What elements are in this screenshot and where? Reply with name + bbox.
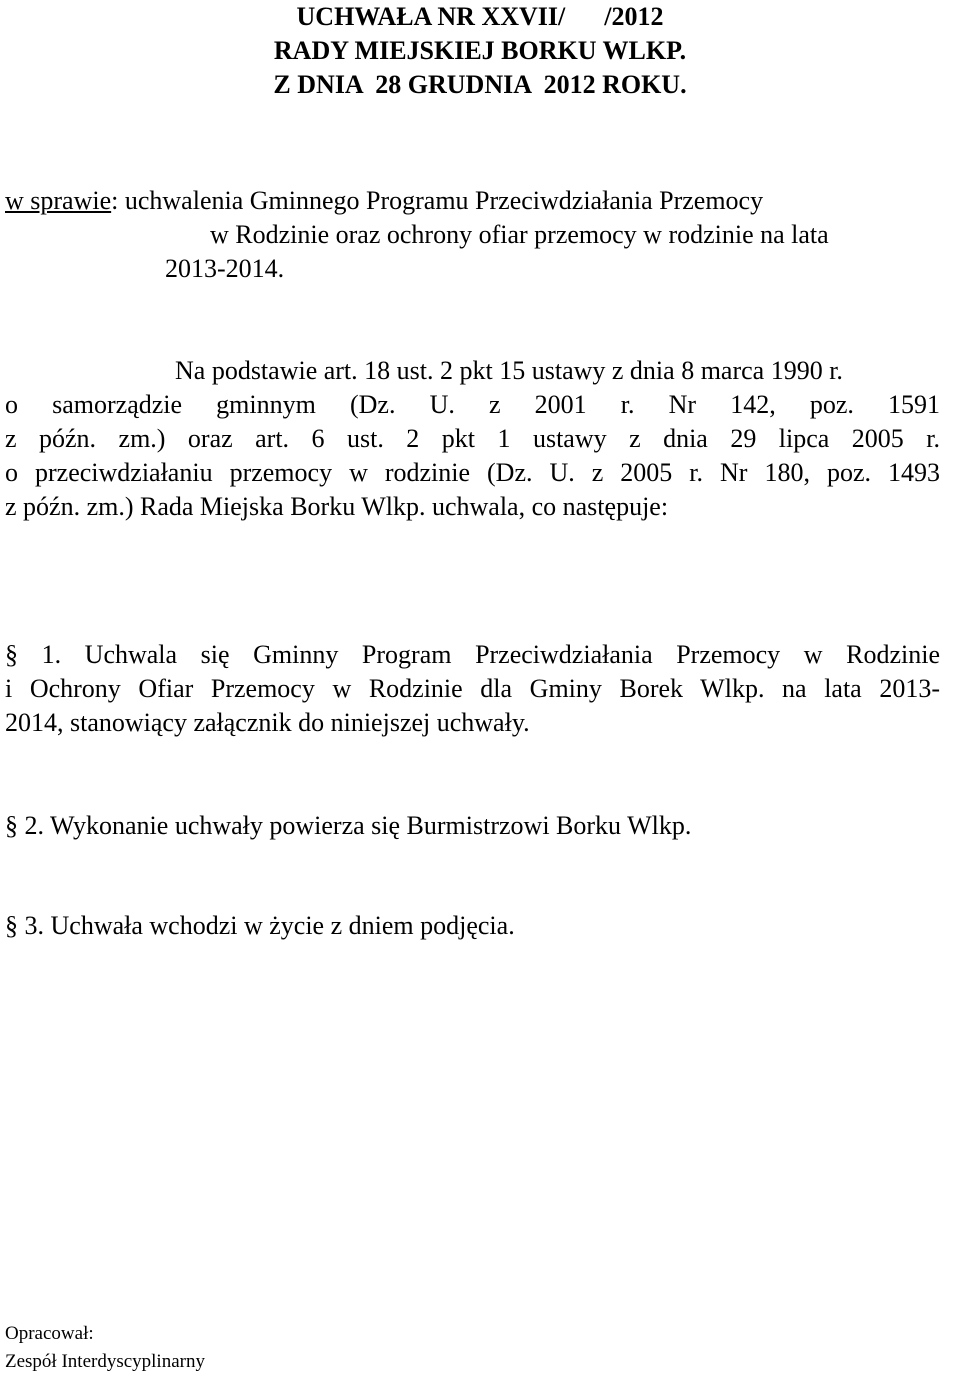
prepared-by-block <box>5 1320 205 1376</box>
subject-line-1 <box>5 184 940 218</box>
legal-basis <box>5 354 940 524</box>
legal-basis-line-3: z późn. zm.) oraz art. 6 ust. 2 pkt 1 ustawy z dnia 29 lipca 2005 r. <box>5 424 940 453</box>
paragraph-1 <box>5 638 940 740</box>
subject-line-3: 2013-2014. <box>165 254 285 283</box>
resolution-subject <box>5 184 940 286</box>
subject-label: w sprawie <box>5 186 112 215</box>
paragraph-2: § 2. Wykonanie uchwały powierza się Burmistrzowi Borku Wlkp. <box>5 811 692 840</box>
subject-line-2: w Rodzinie oraz ochrony ofiar przemocy w rodzinie na lata <box>210 220 829 249</box>
legal-basis-line-5: z późn. zm.) Rada Miejska Borku Wlkp. uchwala, co następuje: <box>5 492 669 521</box>
paragraph-1-line-2: i Ochrony Ofiar Przemocy w Rodzinie dla Gminy Borek Wlkp. na lata 2013- <box>5 674 940 703</box>
resolution-number: UCHWAŁA NR XXVII/ /2012 <box>296 2 664 31</box>
legal-basis-line-1: Na podstawie art. 18 ust. 2 pkt 15 ustawy z dnia 8 marca 1990 r. <box>175 356 843 385</box>
subject-text-1: : uchwalenia Gminnego Programu Przeciwdziałania Przemocy <box>111 186 764 215</box>
resolution-date: Z DNIA 28 GRUDNIA 2012 ROKU. <box>273 70 687 99</box>
paragraph-3: § 3. Uchwała wchodzi w życie z dniem podjęcia. <box>5 911 515 940</box>
paragraph-1-line-3: 2014, stanowiący załącznik do niniejszej uchwały. <box>5 708 530 737</box>
legal-basis-line-4: o przeciwdziałaniu przemocy w rodzinie (Dz. U. z 2005 r. Nr 180, poz. 1493 <box>5 458 940 487</box>
prepared-by-name: Zespół Interdyscyplinarny <box>5 1351 205 1372</box>
paragraph-1-line-1: § 1. Uchwala się Gminny Program Przeciwdziałania Przemocy w Rodzinie <box>5 640 940 669</box>
issuing-body: RADY MIEJSKIEJ BORKU WLKP. <box>273 36 687 65</box>
resolution-header <box>0 0 960 102</box>
legal-basis-line-2: o samorządzie gminnym (Dz. U. z 2001 r. Nr 142, poz. 1591 <box>5 390 940 419</box>
prepared-by-label: Opracował: <box>5 1323 94 1344</box>
